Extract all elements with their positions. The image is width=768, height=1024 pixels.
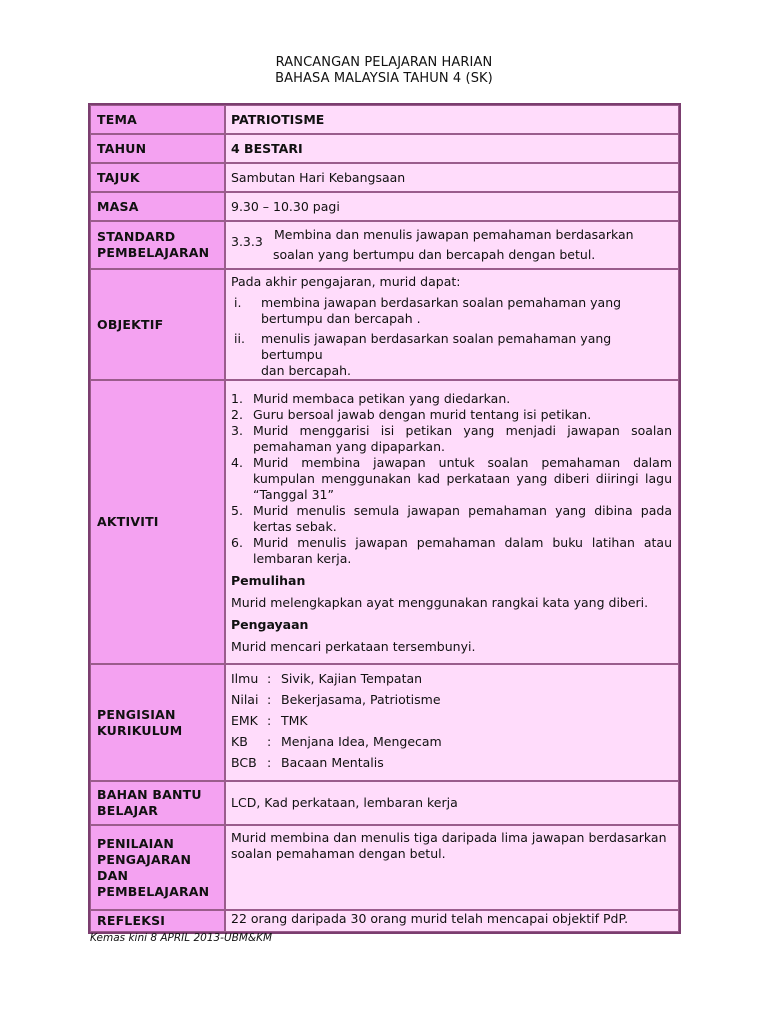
value-tema: PATRIOTISME (225, 105, 679, 134)
kurikulum-sep: : (267, 692, 272, 707)
aktiviti-item (231, 535, 672, 567)
row-standard (90, 221, 679, 269)
aktiviti-item (231, 455, 672, 503)
kurikulum-value: Bekerjasama, Patriotisme (281, 692, 441, 707)
objektif-item (231, 295, 672, 327)
aktiviti-item-num: 4. (231, 455, 243, 470)
aktiviti-item-text: Murid membaca petikan yang diedarkan. (253, 391, 511, 406)
standard-text-line1: Membina dan menulis jawapan pemahaman berdasarkan (274, 227, 634, 242)
label-pengisian-line2: KURIKULUM (97, 722, 183, 738)
kurikulum-sep: : (267, 755, 272, 770)
objektif-item-num: i. (234, 295, 242, 310)
value-masa: 9.30 – 10.30 pagi (225, 192, 679, 221)
value-aktiviti (225, 380, 679, 664)
aktiviti-item (231, 503, 672, 535)
row-refleksi (90, 910, 679, 932)
aktiviti-item (231, 407, 672, 423)
kurikulum-item (231, 671, 672, 687)
row-aktiviti (90, 380, 679, 664)
document-title: RANCANGAN PELAJARAN HARIAN (275, 55, 493, 70)
value-standard (225, 221, 679, 269)
aktiviti-item-num: 1. (231, 391, 243, 406)
kurikulum-item (231, 755, 672, 771)
label-aktiviti: AKTIVITI (90, 380, 225, 664)
aktiviti-item-num: 5. (231, 503, 243, 518)
objektif-item-line1: menulis jawapan berdasarkan soalan pemahaman yang bertumpu (261, 331, 612, 362)
aktiviti-item (231, 423, 672, 455)
kurikulum-item (231, 692, 672, 708)
row-bahan (90, 781, 679, 825)
aktiviti-item-text: Murid menggarisi isi petikan yang menjadi jawapan soalan pemahaman yang dipaparkan. (253, 423, 672, 454)
aktiviti-item-num: 6. (231, 535, 243, 550)
row-pengisian (90, 664, 679, 781)
label-standard-line1: STANDARD (97, 229, 176, 244)
pemulihan-heading: Pemulihan (231, 573, 306, 588)
kurikulum-key: Nilai (231, 692, 259, 707)
aktiviti-item-num: 2. (231, 407, 243, 422)
row-tema (90, 105, 679, 134)
row-penilaian (90, 825, 679, 910)
label-pengisian-line1: PENGISIAN (97, 706, 176, 722)
pemulihan-text: Murid melengkapkan ayat menggunakan rangkai kata yang diberi. (231, 595, 649, 610)
pengayaan-text: Murid mencari perkataan tersembunyi. (231, 639, 476, 654)
value-tahun: 4 BESTARI (225, 134, 679, 163)
row-tajuk (90, 163, 679, 192)
label-penilaian (90, 825, 225, 910)
label-pengisian (90, 664, 225, 781)
kurikulum-value: Bacaan Mentalis (281, 755, 384, 770)
aktiviti-item-text: Murid menulis semula jawapan pemahaman yang dibina pada kertas sebak. (253, 503, 672, 534)
label-standard-line2: PEMBELAJARAN (97, 245, 210, 260)
label-penilaian-line3: DAN (97, 867, 129, 883)
footer-note: Kemas kini 8 APRIL 2013-UBM&KM (90, 932, 273, 944)
label-penilaian-line1: PENILAIAN (97, 835, 175, 851)
label-bahan-line2: BELAJAR (97, 803, 159, 818)
kurikulum-value: TMK (281, 713, 308, 728)
label-bahan-line1: BAHAN BANTU (97, 787, 202, 802)
label-tema: TEMA (90, 105, 225, 134)
label-bahan (90, 781, 225, 825)
kurikulum-key: Ilmu (231, 671, 259, 686)
kurikulum-sep: : (267, 734, 272, 749)
kurikulum-key: BCB (231, 755, 257, 770)
penilaian-line2: soalan pemahaman dengan betul. (231, 846, 446, 861)
pengayaan-heading: Pengayaan (231, 617, 309, 632)
objektif-item-line1: membina jawapan berdasarkan soalan pemahaman yang (261, 295, 622, 310)
value-tajuk: Sambutan Hari Kebangsaan (225, 163, 679, 192)
penilaian-line1: Murid membina dan menulis tiga daripada lima jawapan berdasarkan (231, 830, 667, 845)
label-penilaian-line4: PEMBELAJARAN (97, 883, 210, 899)
row-objektif (90, 269, 679, 380)
document-subtitle: BAHASA MALAYSIA TAHUN 4 (SK) (275, 71, 493, 86)
kurikulum-value: Sivik, Kajian Tempatan (281, 671, 423, 686)
aktiviti-item-num: 3. (231, 423, 243, 438)
objektif-item-line2: bertumpu dan bercapah . (261, 311, 421, 326)
value-refleksi: 22 orang daripada 30 orang murid telah mencapai objektif PdP. (225, 910, 679, 932)
label-standard (90, 221, 225, 269)
kurikulum-key: KB (231, 734, 248, 749)
objektif-item (231, 331, 672, 379)
value-bahan: LCD, Kad perkataan, lembaran kerja (225, 781, 679, 825)
label-tahun: TAHUN (90, 134, 225, 163)
value-objektif (225, 269, 679, 380)
kurikulum-key: EMK (231, 713, 258, 728)
objektif-item-num: ii. (234, 331, 245, 346)
label-tajuk: TAJUK (90, 163, 225, 192)
value-pengisian (225, 664, 679, 781)
aktiviti-item-text: Guru bersoal jawab dengan murid tentang isi petikan. (253, 407, 592, 422)
aktiviti-item (231, 391, 672, 407)
label-penilaian-line2: PENGAJARAN (97, 851, 192, 867)
kurikulum-sep: : (267, 713, 272, 728)
row-masa (90, 192, 679, 221)
row-tahun (90, 134, 679, 163)
value-penilaian (225, 825, 679, 910)
lesson-plan-table (88, 103, 681, 934)
kurikulum-value: Menjana Idea, Mengecam (281, 734, 442, 749)
kurikulum-item (231, 734, 672, 750)
objektif-intro: Pada akhir pengajaran, murid dapat: (231, 274, 461, 289)
label-masa: MASA (90, 192, 225, 221)
standard-code: 3.3.3 (231, 234, 263, 249)
label-refleksi: REFLEKSI (90, 910, 225, 932)
aktiviti-item-text: Murid menulis jawapan pemahaman dalam buku latihan atau lembaran kerja. (253, 535, 672, 566)
label-objektif: OBJEKTIF (90, 269, 225, 380)
objektif-item-line2: dan bercapah. (261, 363, 352, 378)
aktiviti-item-text: Murid membina jawapan untuk soalan pemahaman dalam kumpulan menggunakan kad perkataan yang diberi diiringi lagu “Tanggal 31” (253, 455, 672, 502)
standard-text-line2: soalan yang bertumpu dan bercapah dengan betul. (273, 247, 596, 262)
kurikulum-item (231, 713, 672, 729)
kurikulum-sep: : (267, 671, 272, 686)
